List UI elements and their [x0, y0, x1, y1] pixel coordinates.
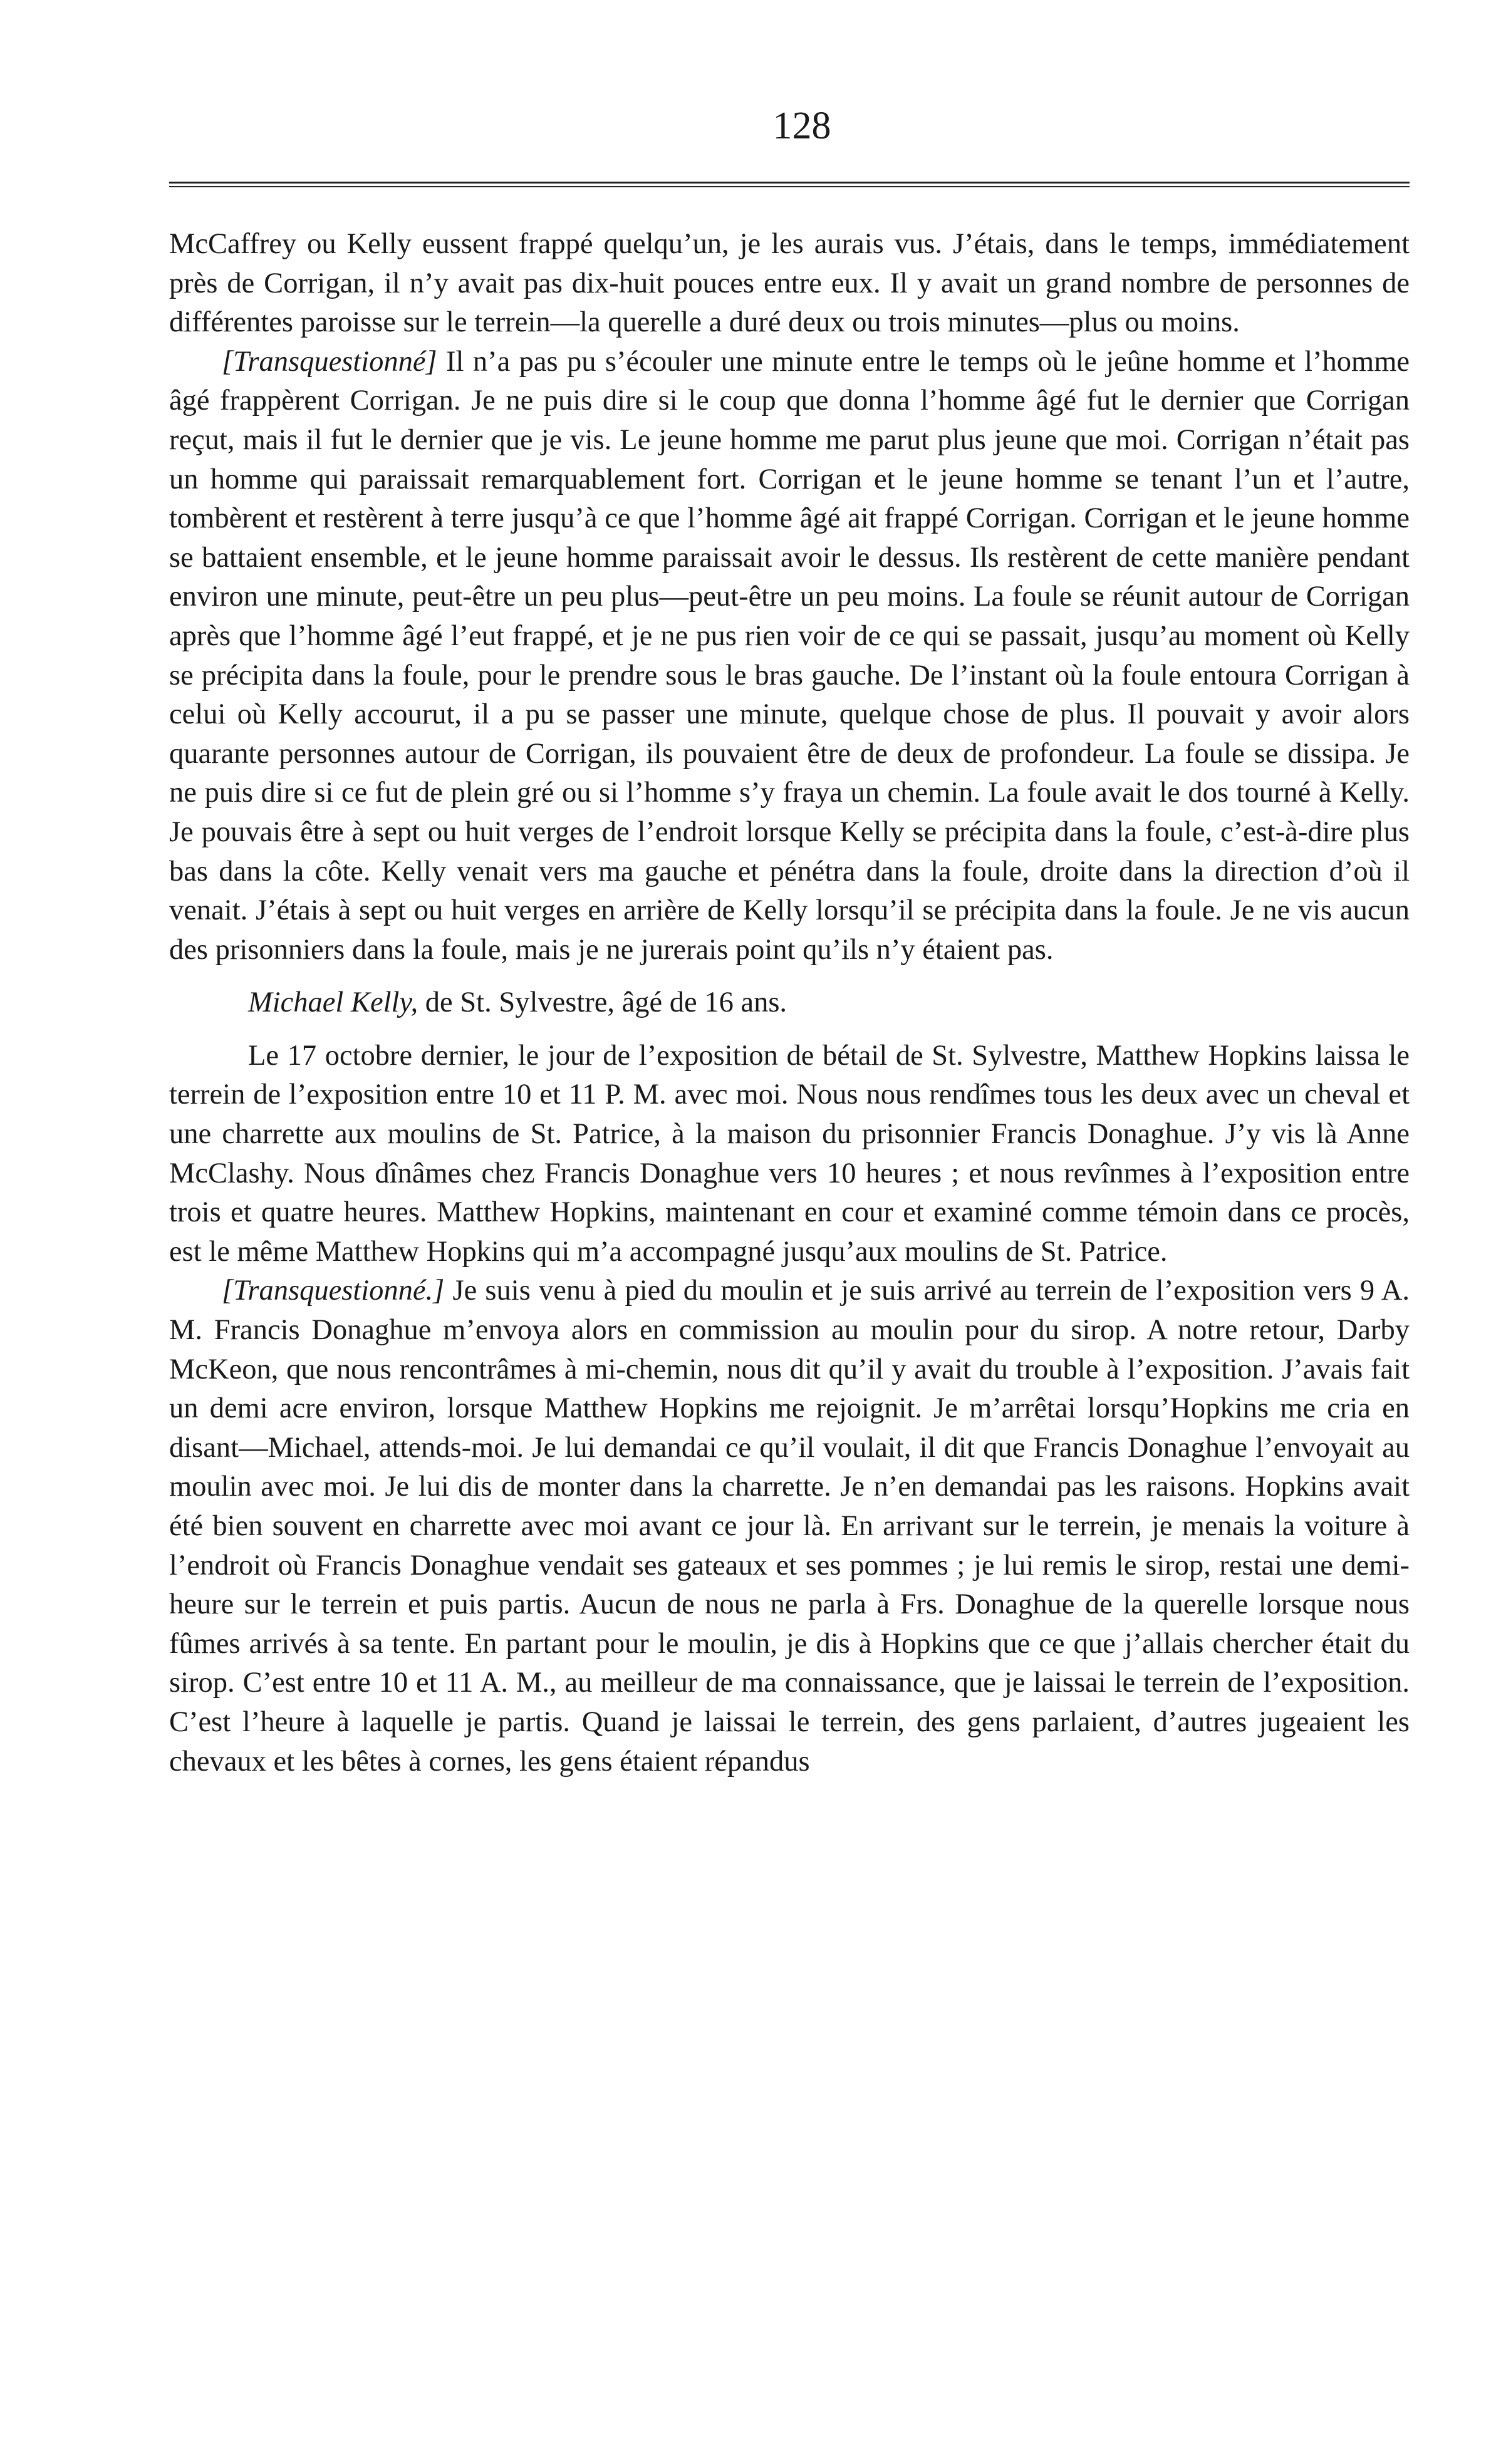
cross-examination-marker: [Transquestionné] [222, 345, 437, 378]
witness-name: Michael Kelly, [248, 986, 418, 1019]
witness-heading [169, 983, 1410, 1023]
cross-examination-marker-2: [Transquestionné.] [222, 1275, 445, 1307]
paragraph-3: Le 17 octobre dernier, le jour de l’exposition de bétail de St. Sylvestre, Matthew Hopkins laissa le terrein de l’exposition entre 10 et 11 P. M. avec moi. Nous nous rendîmes tous les deux avec un cheval et une charrette aux moulins de St. Patrice, à la maison du prisonnier Francis Donaghue. J’y vis là Anne McClashy. Nous dînâmes chez Francis Donaghue vers 10 heures ; et nous revînmes à l’exposition entre trois et quatre heures. Matthew Hopkins, maintenant en cour et examiné comme témoin dans ce procès, est le même Matthew Hopkins qui m’a accompagné jusqu’aux moulins de St. Patrice. [169, 1039, 1410, 1268]
paragraph-4 [169, 1271, 1410, 1781]
paragraph-2-text: Il n’a pas pu s’écouler une minute entre le temps où le jeûne homme et l’homme âgé frappèrent Corrigan. Je ne puis dire si le coup que donna l’homme âgé fut le dernier que Corrigan reçut, mais il fut le dernier que je vis. Le jeune homme me parut plus jeune que moi. Corrigan n’était pas un homme qui paraissait remarquablement fort. Corrigan et le jeune homme se tenant l’un et l’autre, tombèrent et restèrent à terre jusqu’à ce que l’homme âgé ait frappé Corrigan. Corrigan et le jeune homme se battaient ensemble, et le jeune homme paraissait avoir le dessus. Ils restèrent de cette manière pendant environ une minute, peut-être un peu plus—peut-être un peu moins. La foule se réunit autour de Corrigan après que l’homme âgé l’eut frappé, et je ne pus rien voir de ce qui se passait, jusqu’au moment où Kelly se précipita dans la foule, pour le prendre sous le bras gauche. De l’instant où la foule entoura Corrigan à celui où Kelly accourut, il a pu se passer une minute, quelque chose de plus. Il pouvait y avoir alors quarante personnes autour de Corrigan, ils pouvaient être de deux de profondeur. La foule se dissipa. Je ne puis dire si ce fut de plein gré ou si l’homme s’y fraya un chemin. La foule avait le dos tourné à Kelly. Je pouvais être à sept ou huit verges de l’endroit lorsque Kelly se précipita dans la foule, c’est-à-dire plus bas dans la côte. Kelly venait vers ma gauche et pénétra dans la foule, droite dans la direction d’où il venait. J’étais à sept ou huit verges en arrière de Kelly lorsqu’il se précipita dans la foule. Je ne vis aucun des prisonniers dans la foule, mais je ne jurerais point qu’ils n’y étaient pas. [169, 345, 1410, 966]
paragraph-4-text: Je suis venu à pied du moulin et je suis arrivé au terrein de l’exposition vers 9 A. M. Francis Donaghue m’envoya alors en commission au moulin pour du sirop. A notre retour, Darby McKeon, que nous rencontrâmes à mi-chemin, nous dit qu’il y avait du trouble à l’exposition. J’avais fait un demi acre environ, lorsque Matthew Hopkins me rejoignit. Je m’arrêtai lorsqu’Hopkins me cria en disant—Michael, attends-moi. Je lui demandai ce qu’il voulait, il dit que Francis Donaghue l’envoyait au moulin avec moi. Je lui dis de monter dans la charrette. Je n’en demandai pas les raisons. Hopkins avait été bien souvent en charrette avec moi avant ce jour là. En arrivant sur le terrein, je menais la voiture à l’endroit où Francis Donaghue vendait ses gateaux et ses pommes ; je lui remis le sirop, restai une demi-heure sur le terrein et puis partis. Aucun de nous ne parla à Frs. Donaghue de la querelle lorsque nous fûmes arrivés à sa tente. En partant pour le moulin, je dis à Hopkins que ce que j’allais chercher était du sirop. C’est entre 10 et 11 A. M., au meilleur de ma connaissance, que je laissai le terrein de l’exposition. C’est l’heure à laquelle je partis. Quand je laissai le terrein, des gens parlaient, d’autres jugeaient les chevaux et les bêtes à cornes, les gens étaient répandus [169, 1275, 1410, 1778]
header-rule [169, 182, 1410, 187]
paragraph-1: McCaffrey ou Kelly eussent frappé quelqu’un, je les aurais vus. J’étais, dans le temps, immédiatement près de Corrigan, il n’y avait pas dix-huit pouces entre eux. Il y avait un grand nombre de personnes de différentes paroisse sur le terrein—la querelle a duré deux ou trois minutes—plus ou moins. [169, 228, 1410, 339]
body-text [169, 225, 1410, 1781]
document-page [169, 106, 1410, 1781]
paragraph-2 [169, 343, 1410, 970]
page-number: 128 [772, 105, 831, 147]
witness-details: de St. Sylvestre, âgé de 16 ans. [418, 986, 787, 1019]
